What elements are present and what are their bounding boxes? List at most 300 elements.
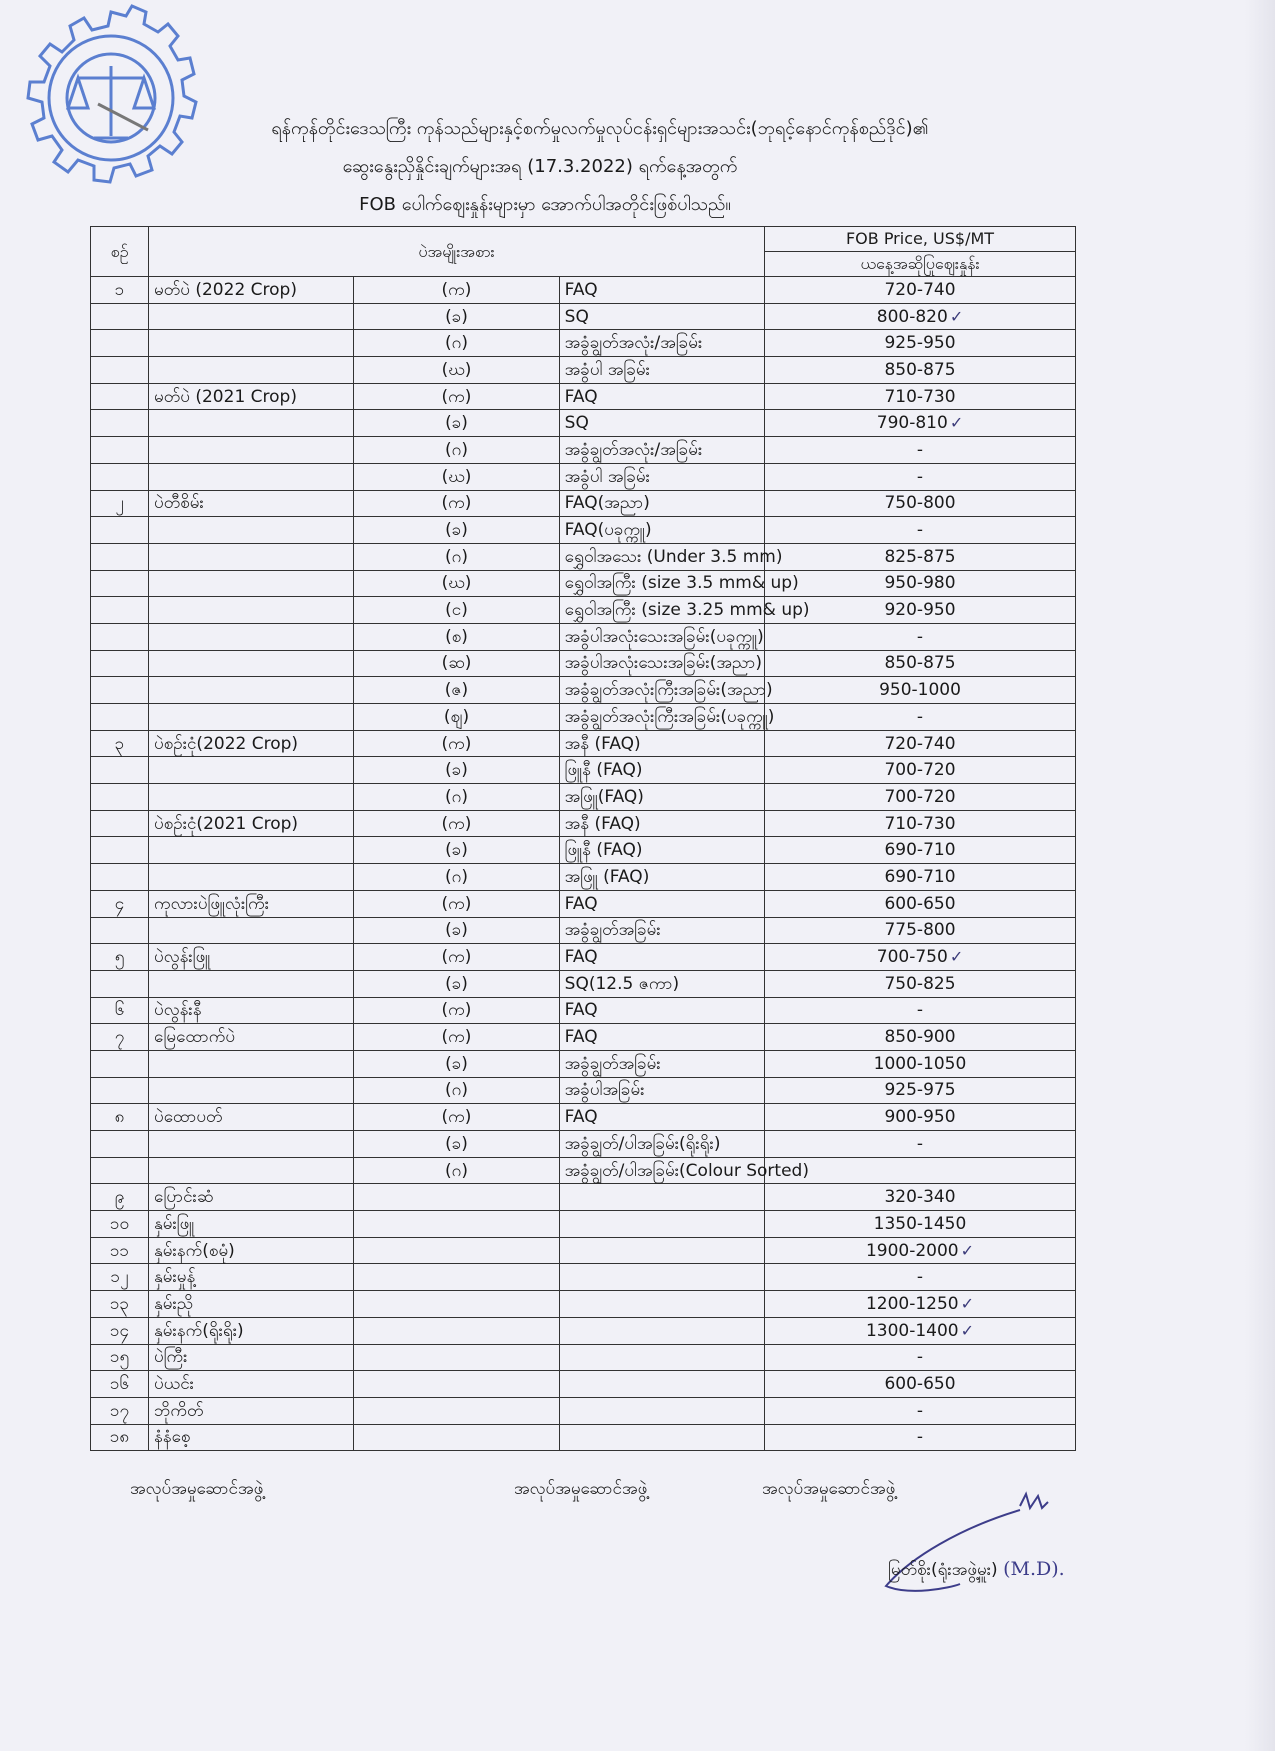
row-number: ၂ [91, 490, 149, 517]
row-number: ၁၆ [91, 1371, 149, 1398]
table-row [91, 330, 1076, 357]
price-value: 600-650 [884, 1374, 956, 1395]
price-cell [765, 1077, 1076, 1104]
grade-name: အခွံပါအခြမ်း [559, 1077, 764, 1104]
price-cell [765, 463, 1076, 490]
grade-name: အခွံချွတ်အလုံးကြီးအခြမ်း(ပခုက္ကူ) [559, 704, 764, 731]
grade-name: အခွံပါ အခြမ်း [559, 357, 764, 384]
price-cell [765, 650, 1076, 677]
price-cell [765, 357, 1076, 384]
table-row [91, 623, 1076, 650]
product-name [149, 463, 354, 490]
product-name [149, 970, 354, 997]
grade-name: အခွံချွတ်အခြမ်း [559, 1050, 764, 1077]
price-cell [765, 944, 1076, 971]
product-name [149, 303, 354, 330]
price-value: 925-975 [884, 1080, 956, 1101]
table-row [91, 1424, 1076, 1451]
row-number [91, 864, 149, 891]
grade-name: FAQ [559, 890, 764, 917]
price-value: - [916, 706, 924, 727]
row-number: ၁၈ [91, 1424, 149, 1451]
row-number [91, 650, 149, 677]
row-number [91, 597, 149, 624]
table-row [91, 1024, 1076, 1051]
grade-name: FAQ [559, 277, 764, 304]
table-row [91, 730, 1076, 757]
chairman-name: မြတ်စိုး(ရုံးအဖွဲ့မှူး) [888, 1560, 998, 1580]
price-cell [765, 1344, 1076, 1371]
grade-name: FAQ [559, 383, 764, 410]
grade-letter [354, 1291, 559, 1318]
grade-name: အဖြူ (FAQ) [559, 864, 764, 891]
grade-letter: (က) [354, 730, 559, 757]
table-row [91, 757, 1076, 784]
grade-name: အခွံချွတ်/ပါအခြမ်း(Colour Sorted) [559, 1157, 764, 1184]
row-number [91, 383, 149, 410]
table-row [91, 1184, 1076, 1211]
chairman-note: (M.D). [1003, 1558, 1065, 1580]
product-name: ပဲထောပတ် [149, 1104, 354, 1131]
price-value: - [916, 439, 924, 460]
price-value: - [916, 520, 924, 541]
table-row [91, 970, 1076, 997]
row-number: ၄ [91, 890, 149, 917]
grade-name [559, 1424, 764, 1451]
grade-letter [354, 1371, 559, 1398]
price-cell [765, 997, 1076, 1024]
column-header-price-sub: ယနေ့အဆိုပြုဈေးနှုန်း [765, 252, 1076, 277]
grade-letter: (ခ) [354, 410, 559, 437]
table-row [91, 1050, 1076, 1077]
row-number [91, 1131, 149, 1158]
price-value: 600-650 [884, 893, 956, 914]
price-cell [765, 1157, 1076, 1184]
table-row [91, 1397, 1076, 1424]
table-row [91, 677, 1076, 704]
price-cell [765, 597, 1076, 624]
grade-letter: (ဈ) [354, 704, 559, 731]
product-name: ပဲစဉ်းငုံ(2021 Crop) [149, 810, 354, 837]
price-value: 700-750 [876, 947, 948, 968]
grade-letter: (ဂ) [354, 864, 559, 891]
fob-price-table [90, 226, 1076, 1451]
grade-name: အခွံချွတ်/ပါအခြမ်း(ရိုးရိုး) [559, 1131, 764, 1158]
checkmark-icon: ✓ [960, 1240, 975, 1260]
grade-letter [354, 1397, 559, 1424]
grade-name: အခွံချွတ်အလုံး/အခြမ်း [559, 437, 764, 464]
grade-letter: (က) [354, 383, 559, 410]
table-row [91, 277, 1076, 304]
grade-letter: (က) [354, 810, 559, 837]
row-number [91, 1077, 149, 1104]
row-number: ၁၁ [91, 1237, 149, 1264]
product-name [149, 1077, 354, 1104]
product-name [149, 1131, 354, 1158]
product-name [149, 1050, 354, 1077]
scan-edge [1245, 0, 1275, 1751]
product-name [149, 837, 354, 864]
grade-letter [354, 1344, 559, 1371]
table-row [91, 1211, 1076, 1238]
table-row [91, 890, 1076, 917]
table-row [91, 997, 1076, 1024]
price-cell [765, 1371, 1076, 1398]
price-cell [765, 1050, 1076, 1077]
price-value: 320-340 [884, 1187, 956, 1208]
table-row [91, 463, 1076, 490]
row-number [91, 517, 149, 544]
price-cell [765, 1184, 1076, 1211]
price-cell [765, 543, 1076, 570]
price-value: - [916, 1133, 924, 1154]
grade-name [559, 1317, 764, 1344]
product-name: နှမ်းညို [149, 1291, 354, 1318]
price-value: 925-950 [884, 333, 956, 354]
row-number: ၈ [91, 1104, 149, 1131]
grade-name: အခွံချွတ်အလုံး/အခြမ်း [559, 330, 764, 357]
grade-name [559, 1211, 764, 1238]
row-number [91, 623, 149, 650]
price-value: 1200-1250 [865, 1293, 959, 1314]
row-number [91, 784, 149, 811]
row-number: ၁၅ [91, 1344, 149, 1371]
price-value: 1000-1050 [873, 1053, 967, 1074]
price-value: 1900-2000 [865, 1240, 959, 1261]
row-number [91, 570, 149, 597]
price-cell [765, 1211, 1076, 1238]
grade-letter: (ဂ) [354, 1077, 559, 1104]
product-name [149, 1157, 354, 1184]
price-cell [765, 1104, 1076, 1131]
grade-letter: (က) [354, 490, 559, 517]
price-value: 750-800 [884, 493, 956, 514]
grade-letter: (င) [354, 597, 559, 624]
price-value: 710-730 [884, 386, 956, 407]
table-row [91, 437, 1076, 464]
price-cell [765, 1397, 1076, 1424]
grade-letter: (ဂ) [354, 437, 559, 464]
product-name: ပဲလွန်းနီ [149, 997, 354, 1024]
price-value: 950-980 [884, 573, 956, 594]
grade-letter: (ဆ) [354, 650, 559, 677]
grade-name [559, 1397, 764, 1424]
price-cell [765, 704, 1076, 731]
checkmark-icon: ✓ [949, 947, 964, 967]
grade-name: အနီ (FAQ) [559, 730, 764, 757]
price-cell [765, 303, 1076, 330]
price-cell [765, 623, 1076, 650]
price-cell [765, 383, 1076, 410]
price-value: 800-820 [876, 306, 948, 327]
table-row [91, 810, 1076, 837]
grade-letter: (စ) [354, 623, 559, 650]
grade-letter: (ခ) [354, 1050, 559, 1077]
price-value: 850-900 [884, 1027, 956, 1048]
price-value: 1350-1450 [873, 1213, 967, 1234]
price-cell [765, 1291, 1076, 1318]
price-cell [765, 757, 1076, 784]
grade-letter: (ဂ) [354, 1157, 559, 1184]
grade-name [559, 1344, 764, 1371]
price-cell [765, 917, 1076, 944]
price-cell [765, 970, 1076, 997]
header-line-3: FOB ပေါက်ဈေးနှုန်းများမှာ အောက်ပါအတိုင်းဖြစ်ပါသည်။ [359, 194, 731, 215]
price-value: - [916, 1000, 924, 1021]
grade-letter: (က) [354, 944, 559, 971]
product-name [149, 410, 354, 437]
grade-name: ဖြူနီ (FAQ) [559, 837, 764, 864]
grade-name: ရွှေဝါအကြီး (size 3.5 mm& up) [559, 570, 764, 597]
row-number: ၁ [91, 277, 149, 304]
table-row [91, 1371, 1076, 1398]
price-value: - [916, 1427, 924, 1448]
product-name [149, 330, 354, 357]
grade-letter: (က) [354, 1104, 559, 1131]
grade-name [559, 1184, 764, 1211]
price-cell [765, 570, 1076, 597]
header-line-2: ဆွေးနွေးညှိနှိုင်းချက်များအရ (17.3.2022) ရက်နေ့အတွက် [342, 156, 738, 177]
grade-name: FAQ [559, 997, 764, 1024]
grade-letter: (ဃ) [354, 357, 559, 384]
price-cell [765, 330, 1076, 357]
product-name [149, 650, 354, 677]
price-value: 1300-1400 [865, 1320, 959, 1341]
table-row [91, 1157, 1076, 1184]
grade-letter [354, 1237, 559, 1264]
grade-name: အခွံချွတ်အလုံးကြီးအခြမ်း(အညာ) [559, 677, 764, 704]
product-name: နှမ်းနက်(စမုံ) [149, 1237, 354, 1264]
price-value: - [916, 1267, 924, 1288]
table-row [91, 917, 1076, 944]
grade-letter: (ခ) [354, 917, 559, 944]
row-number [91, 757, 149, 784]
grade-name: FAQ(ပခုက္ကူ) [559, 517, 764, 544]
price-cell [765, 490, 1076, 517]
table-row [91, 410, 1076, 437]
table-row [91, 1264, 1076, 1291]
checkmark-icon: ✓ [949, 413, 964, 433]
grade-letter: (ဇ) [354, 677, 559, 704]
grade-name: အခွံပါ အခြမ်း [559, 463, 764, 490]
price-cell [765, 410, 1076, 437]
product-name [149, 704, 354, 731]
row-number [91, 330, 149, 357]
price-value: 720-740 [884, 733, 956, 754]
product-name [149, 677, 354, 704]
grade-name: SQ [559, 303, 764, 330]
table-row [91, 944, 1076, 971]
price-cell [765, 517, 1076, 544]
price-value: 720-740 [884, 279, 956, 300]
grade-letter: (ခ) [354, 970, 559, 997]
row-number: ၁၇ [91, 1397, 149, 1424]
row-number: ၁၂ [91, 1264, 149, 1291]
grade-name: အဖြူ(FAQ) [559, 784, 764, 811]
grade-letter: (ဂ) [354, 784, 559, 811]
price-value: 750-825 [884, 973, 956, 994]
table-row [91, 597, 1076, 624]
grade-name [559, 1291, 764, 1318]
price-value: 900-950 [884, 1107, 956, 1128]
price-value: 825-875 [884, 546, 956, 567]
product-name: ပဲတီစိမ်း [149, 490, 354, 517]
document-header [130, 110, 1110, 224]
table-row [91, 517, 1076, 544]
row-number [91, 1050, 149, 1077]
table-row [91, 303, 1076, 330]
product-name: ကုလားပဲဖြူလုံးကြီး [149, 890, 354, 917]
table-row [91, 1237, 1076, 1264]
price-cell [765, 1424, 1076, 1451]
grade-name: FAQ [559, 1024, 764, 1051]
price-cell [765, 1317, 1076, 1344]
grade-letter: (ခ) [354, 517, 559, 544]
grade-letter: (ခ) [354, 837, 559, 864]
product-name: နှမ်းဖြူ [149, 1211, 354, 1238]
price-value: 710-730 [884, 813, 956, 834]
table-row [91, 864, 1076, 891]
product-name [149, 597, 354, 624]
grade-letter: (ခ) [354, 303, 559, 330]
row-number [91, 437, 149, 464]
product-name [149, 623, 354, 650]
price-cell [765, 1237, 1076, 1264]
chairman-signature [888, 1558, 1065, 1584]
grade-letter: (က) [354, 1024, 559, 1051]
row-number: ၁၀ [91, 1211, 149, 1238]
row-number: ၁၃ [91, 1291, 149, 1318]
row-number: ၁၄ [91, 1317, 149, 1344]
grade-name [559, 1237, 764, 1264]
checkmark-icon: ✓ [949, 306, 964, 326]
product-name [149, 757, 354, 784]
row-number [91, 463, 149, 490]
price-cell [765, 810, 1076, 837]
row-number [91, 917, 149, 944]
product-name [149, 917, 354, 944]
price-cell [765, 784, 1076, 811]
row-number: ၆ [91, 997, 149, 1024]
product-name: ပြောင်းဆံ [149, 1184, 354, 1211]
product-name: ပဲယင်း [149, 1371, 354, 1398]
grade-name: အနီ (FAQ) [559, 810, 764, 837]
grade-name: FAQ [559, 944, 764, 971]
grade-name [559, 1264, 764, 1291]
price-value: 850-875 [884, 359, 956, 380]
column-header-price: FOB Price, US$/MT [765, 227, 1076, 252]
row-number [91, 704, 149, 731]
product-name [149, 864, 354, 891]
price-cell [765, 437, 1076, 464]
grade-letter: (ခ) [354, 757, 559, 784]
product-name: ဘိုကိတ် [149, 1397, 354, 1424]
table-row [91, 1131, 1076, 1158]
row-number [91, 410, 149, 437]
price-value: 690-710 [884, 866, 956, 887]
signature-label-right: အလုပ်အမှုဆောင်အဖွဲ့ [762, 1479, 896, 1499]
product-name: နှမ်းမှုန့် [149, 1264, 354, 1291]
product-name: ပဲကြီး [149, 1344, 354, 1371]
column-header-no: စဉ် [91, 227, 149, 277]
product-name [149, 543, 354, 570]
checkmark-icon: ✓ [960, 1320, 975, 1340]
grade-letter: (ဂ) [354, 543, 559, 570]
grade-letter [354, 1264, 559, 1291]
table-row [91, 1104, 1076, 1131]
price-value: - [916, 466, 924, 487]
table-row [91, 543, 1076, 570]
grade-letter: (ဂ) [354, 330, 559, 357]
grade-letter [354, 1317, 559, 1344]
price-cell [765, 730, 1076, 757]
price-cell [765, 277, 1076, 304]
grade-letter: (ဃ) [354, 463, 559, 490]
table-row [91, 570, 1076, 597]
table-row [91, 1291, 1076, 1318]
grade-letter: (ခ) [354, 1131, 559, 1158]
table-row [91, 1077, 1076, 1104]
table-row [91, 1344, 1076, 1371]
price-value: 790-810 [876, 413, 948, 434]
row-number: ၅ [91, 944, 149, 971]
grade-letter: (က) [354, 890, 559, 917]
product-name [149, 357, 354, 384]
row-number [91, 303, 149, 330]
grade-name: SQ [559, 410, 764, 437]
grade-name: အခွံပါအလုံးသေးအခြမ်း(အညာ) [559, 650, 764, 677]
price-value: 700-720 [884, 786, 956, 807]
price-cell [765, 890, 1076, 917]
table-row [91, 1317, 1076, 1344]
grade-name: ရွှေဝါအသေး (Under 3.5 mm) [559, 543, 764, 570]
product-name: မတ်ပဲ (2022 Crop) [149, 277, 354, 304]
grade-letter: (က) [354, 277, 559, 304]
grade-letter [354, 1211, 559, 1238]
product-name: ပဲလွန်းဖြူ [149, 944, 354, 971]
header-line-1: ရန်ကုန်တိုင်းဒေသကြီး ကုန်သည်များနှင့်စက်မှုလက်မှုလုပ်ငန်းရှင်များအသင်း(ဘုရင့်နောင်ကုန်စည်ဒိုင်)၏ [271, 118, 929, 139]
price-value: 700-720 [884, 760, 956, 781]
price-value: 920-950 [884, 600, 956, 621]
product-name [149, 517, 354, 544]
grade-name: ဖြူနီ (FAQ) [559, 757, 764, 784]
product-name: ပဲစဉ်းငုံ(2022 Crop) [149, 730, 354, 757]
grade-letter: (ဃ) [354, 570, 559, 597]
signature-label-middle: အလုပ်အမှုဆောင်အဖွဲ့ [514, 1479, 648, 1499]
grade-letter: (က) [354, 997, 559, 1024]
product-name [149, 784, 354, 811]
price-cell [765, 1131, 1076, 1158]
price-cell [765, 837, 1076, 864]
table-row [91, 650, 1076, 677]
grade-letter [354, 1184, 559, 1211]
row-number [91, 1157, 149, 1184]
row-number [91, 543, 149, 570]
grade-name: SQ(12.5 ဇကာ) [559, 970, 764, 997]
grade-name [559, 1371, 764, 1398]
row-number: ၃ [91, 730, 149, 757]
column-header-product: ပဲအမျိုးအစား [149, 227, 765, 277]
row-number: ၉ [91, 1184, 149, 1211]
table-row [91, 357, 1076, 384]
row-number: ၇ [91, 1024, 149, 1051]
grade-name: FAQ(အညာ) [559, 490, 764, 517]
price-value: - [916, 626, 924, 647]
grade-name: FAQ [559, 1104, 764, 1131]
product-name: မြေထောက်ပဲ [149, 1024, 354, 1051]
price-cell [765, 1264, 1076, 1291]
price-value: 950-1000 [879, 680, 961, 701]
